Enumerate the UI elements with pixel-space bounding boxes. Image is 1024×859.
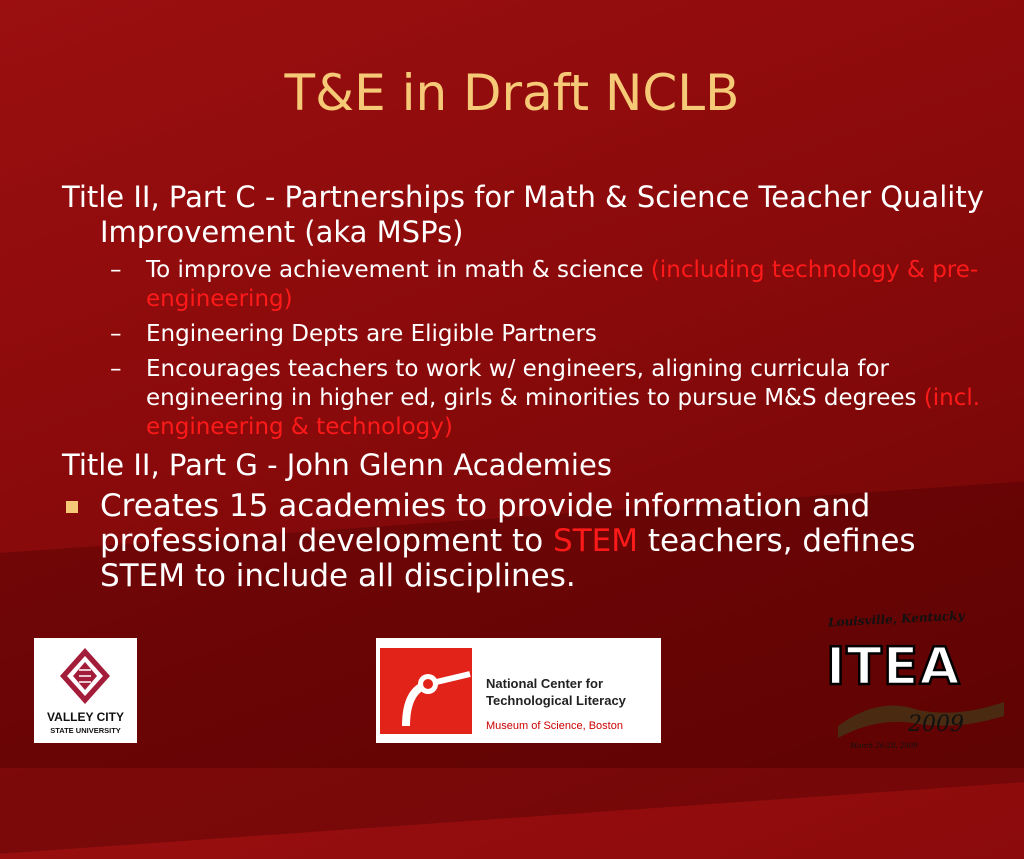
itea-date: March 26-28, 2009: [850, 742, 918, 750]
nctl-name-line2: Technological Literacy: [486, 693, 626, 708]
bullet-item: [62, 489, 992, 594]
itea-year: 2009: [908, 712, 964, 737]
bullet-text-before: Creates 15 academies to provide information and professional development to: [100, 488, 871, 559]
vcsu-logo: [34, 638, 137, 743]
title-ii-part-g: Title II, Part G - John Glenn Academies: [62, 448, 612, 482]
sub-item-highlight: (incl. engineering & technology): [146, 385, 981, 440]
nctl-name-line1: National Center for: [486, 676, 604, 691]
sub-item-text: To improve achievement in math & science: [146, 257, 651, 283]
sub-item-text: Encourages teachers to work w/ engineers, aligning curricula for engineering in higher ed, girls & minorities to pursue M&S degrees: [146, 356, 924, 411]
dash-marker: –: [110, 321, 122, 347]
sub-item: [110, 355, 992, 442]
nctl-museum-line: Museum of Science, Boston: [486, 720, 623, 732]
sub-item-text: Engineering Depts are Eligible Partners: [146, 321, 597, 347]
vcsu-name: VALLEY CITY: [47, 710, 124, 724]
sub-item: [110, 320, 992, 349]
vcsu-subtitle: STATE UNIVERSITY: [50, 726, 121, 735]
square-bullet-icon: [66, 501, 78, 513]
nctl-mark-icon: [376, 638, 476, 743]
slide-content: [62, 180, 992, 594]
sub-item: [110, 256, 992, 314]
dash-marker: –: [110, 356, 122, 382]
bullet-highlight: STEM: [553, 523, 638, 559]
bullet-text-after: teachers, defines STEM to include all disciplines.: [100, 523, 916, 594]
title-ii-part-c: Title II, Part C - Partnerships for Math & Science Teacher Quality Improvement (aka MSPs): [62, 180, 984, 249]
nctl-logo: [376, 638, 661, 743]
sub-item-highlight: (including technology & pre-engineering): [146, 257, 979, 312]
dash-marker: –: [110, 257, 122, 283]
itea-name: ITEA: [826, 637, 961, 697]
itea-location: Louisville, Kentucky: [827, 608, 965, 630]
slide-title: T&E in Draft NCLB: [284, 64, 740, 122]
itea-logo: [818, 606, 1014, 758]
vcsu-emblem-icon: [34, 638, 137, 708]
